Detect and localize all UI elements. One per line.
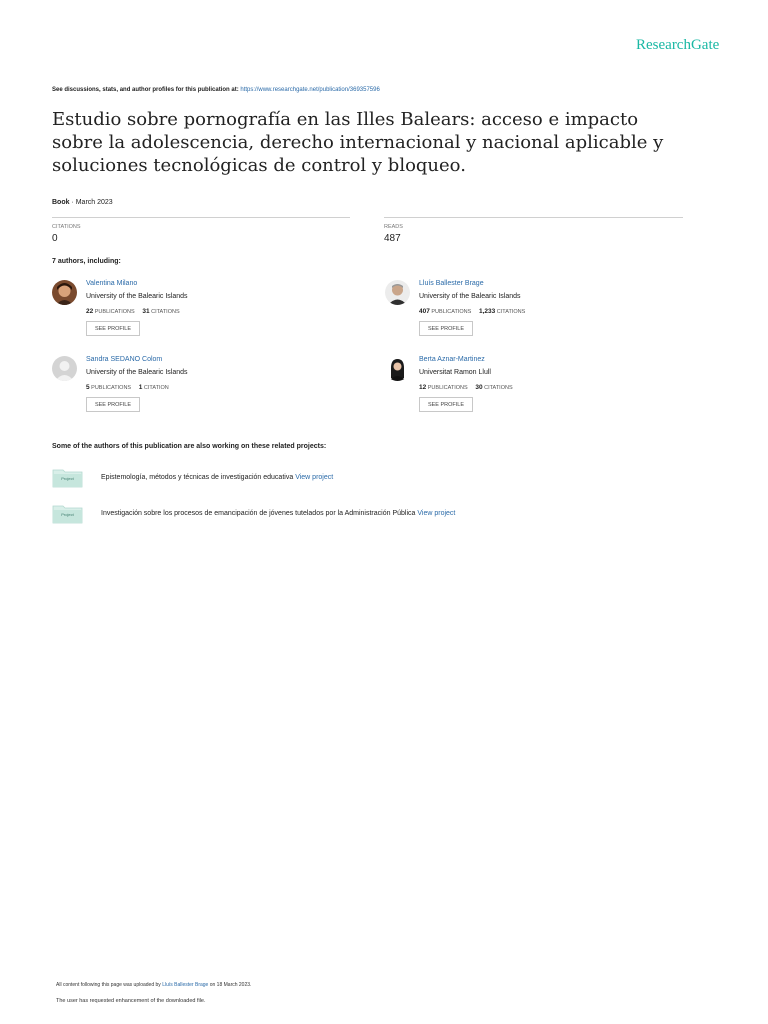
author-affiliation: Universitat Ramon Llull bbox=[419, 369, 491, 376]
project-icon-label: Project bbox=[61, 512, 74, 517]
avatar[interactable] bbox=[385, 280, 410, 305]
publications-label: PUBLICATIONS bbox=[91, 385, 132, 391]
citations-label: CITATIONS bbox=[496, 309, 526, 315]
author-stats bbox=[86, 384, 169, 391]
author-stats bbox=[86, 308, 180, 315]
publication-title: Estudio sobre pornografía en las Illes Balears: acceso e impacto sobre la adolescencia, derecho internacional y nacional aplicable y soluciones tecnológicas de control y bloqueo. bbox=[52, 109, 664, 176]
divider-reads bbox=[384, 217, 683, 218]
citations-count: 31 bbox=[142, 308, 150, 315]
author-card bbox=[52, 280, 352, 342]
citations-label: CITATIONS bbox=[151, 309, 180, 315]
see-discussions-line bbox=[52, 87, 380, 93]
citations-label: CITATION bbox=[143, 385, 169, 391]
citations-count: 1,233 bbox=[478, 308, 496, 315]
authors-heading: 7 authors, including: bbox=[52, 258, 121, 265]
upload-note-pre: All content following this page was uploaded by bbox=[56, 982, 161, 988]
related-projects-heading: Some of the authors of this publication are also working on these related projects: bbox=[52, 443, 327, 450]
author-name[interactable]: Lluís Ballester Brage bbox=[419, 280, 484, 287]
publication-meta bbox=[52, 199, 113, 206]
publications-count: 407 bbox=[419, 308, 430, 315]
publications-label: PUBLICATIONS bbox=[94, 309, 135, 315]
publications-count: 5 bbox=[86, 384, 90, 391]
author-card bbox=[52, 356, 352, 418]
citations-count: 1 bbox=[138, 384, 143, 391]
citations-value: 0 bbox=[52, 233, 58, 244]
see-profile-button[interactable]: SEE PROFILE bbox=[419, 321, 473, 336]
uploader-link[interactable]: Lluís Ballester Brage bbox=[162, 982, 209, 988]
publication-date: · March 2023 bbox=[69, 199, 113, 206]
author-affiliation: University of the Balearic Islands bbox=[86, 369, 188, 376]
publications-count: 12 bbox=[419, 384, 427, 391]
avatar[interactable] bbox=[385, 356, 410, 381]
project-folder-icon bbox=[52, 468, 83, 488]
see-discussions-text: See discussions, stats, and author profiles for this publication at: bbox=[52, 87, 239, 93]
see-profile-button[interactable]: SEE PROFILE bbox=[419, 397, 473, 412]
project-row bbox=[52, 468, 692, 490]
divider-citations bbox=[52, 217, 350, 218]
project-title: Investigación sobre los procesos de emancipación de jóvenes tutelados por la Administración Pública bbox=[101, 510, 416, 517]
publications-count: 22 bbox=[86, 308, 94, 315]
see-profile-button[interactable]: SEE PROFILE bbox=[86, 397, 140, 412]
author-card bbox=[385, 280, 685, 342]
view-project-link[interactable]: View project bbox=[295, 474, 334, 481]
publication-type: Book bbox=[52, 199, 70, 206]
project-text bbox=[101, 510, 455, 517]
publication-url[interactable]: https://www.researchgate.net/publication/369357596 bbox=[240, 87, 380, 93]
author-name[interactable]: Valentina Milano bbox=[86, 280, 138, 287]
upload-note-post: on 18 March 2023. bbox=[209, 982, 252, 988]
project-folder-icon bbox=[52, 504, 83, 524]
enhancement-note: The user has requested enhancement of the downloaded file. bbox=[56, 998, 206, 1004]
upload-note bbox=[56, 982, 251, 988]
citations-count: 30 bbox=[475, 384, 483, 391]
avatar-placeholder-icon[interactable] bbox=[52, 356, 77, 381]
project-row bbox=[52, 504, 692, 526]
see-profile-button[interactable]: SEE PROFILE bbox=[86, 321, 140, 336]
view-project-link[interactable]: View project bbox=[417, 510, 456, 517]
citations-label: CITATIONS bbox=[52, 224, 81, 230]
author-stats bbox=[419, 384, 513, 391]
reads-value: 487 bbox=[384, 233, 401, 244]
author-affiliation: University of the Balearic Islands bbox=[86, 293, 188, 300]
author-affiliation: University of the Balearic Islands bbox=[419, 293, 521, 300]
reads-label: READS bbox=[384, 224, 403, 230]
author-card bbox=[385, 356, 685, 418]
publications-label: PUBLICATIONS bbox=[427, 385, 468, 391]
researchgate-logo[interactable]: ResearchGate bbox=[636, 37, 720, 53]
author-name[interactable]: Sandra SEDANO Colom bbox=[86, 356, 163, 363]
author-stats bbox=[419, 308, 525, 315]
publications-label: PUBLICATIONS bbox=[431, 309, 472, 315]
project-title: Epistemología, métodos y técnicas de investigación educativa bbox=[101, 474, 294, 481]
citations-label: CITATIONS bbox=[484, 385, 513, 391]
avatar[interactable] bbox=[52, 280, 77, 305]
project-icon-label: Project bbox=[61, 476, 74, 481]
project-text bbox=[101, 474, 333, 481]
author-name[interactable]: Berta Aznar-Martinez bbox=[419, 356, 485, 363]
